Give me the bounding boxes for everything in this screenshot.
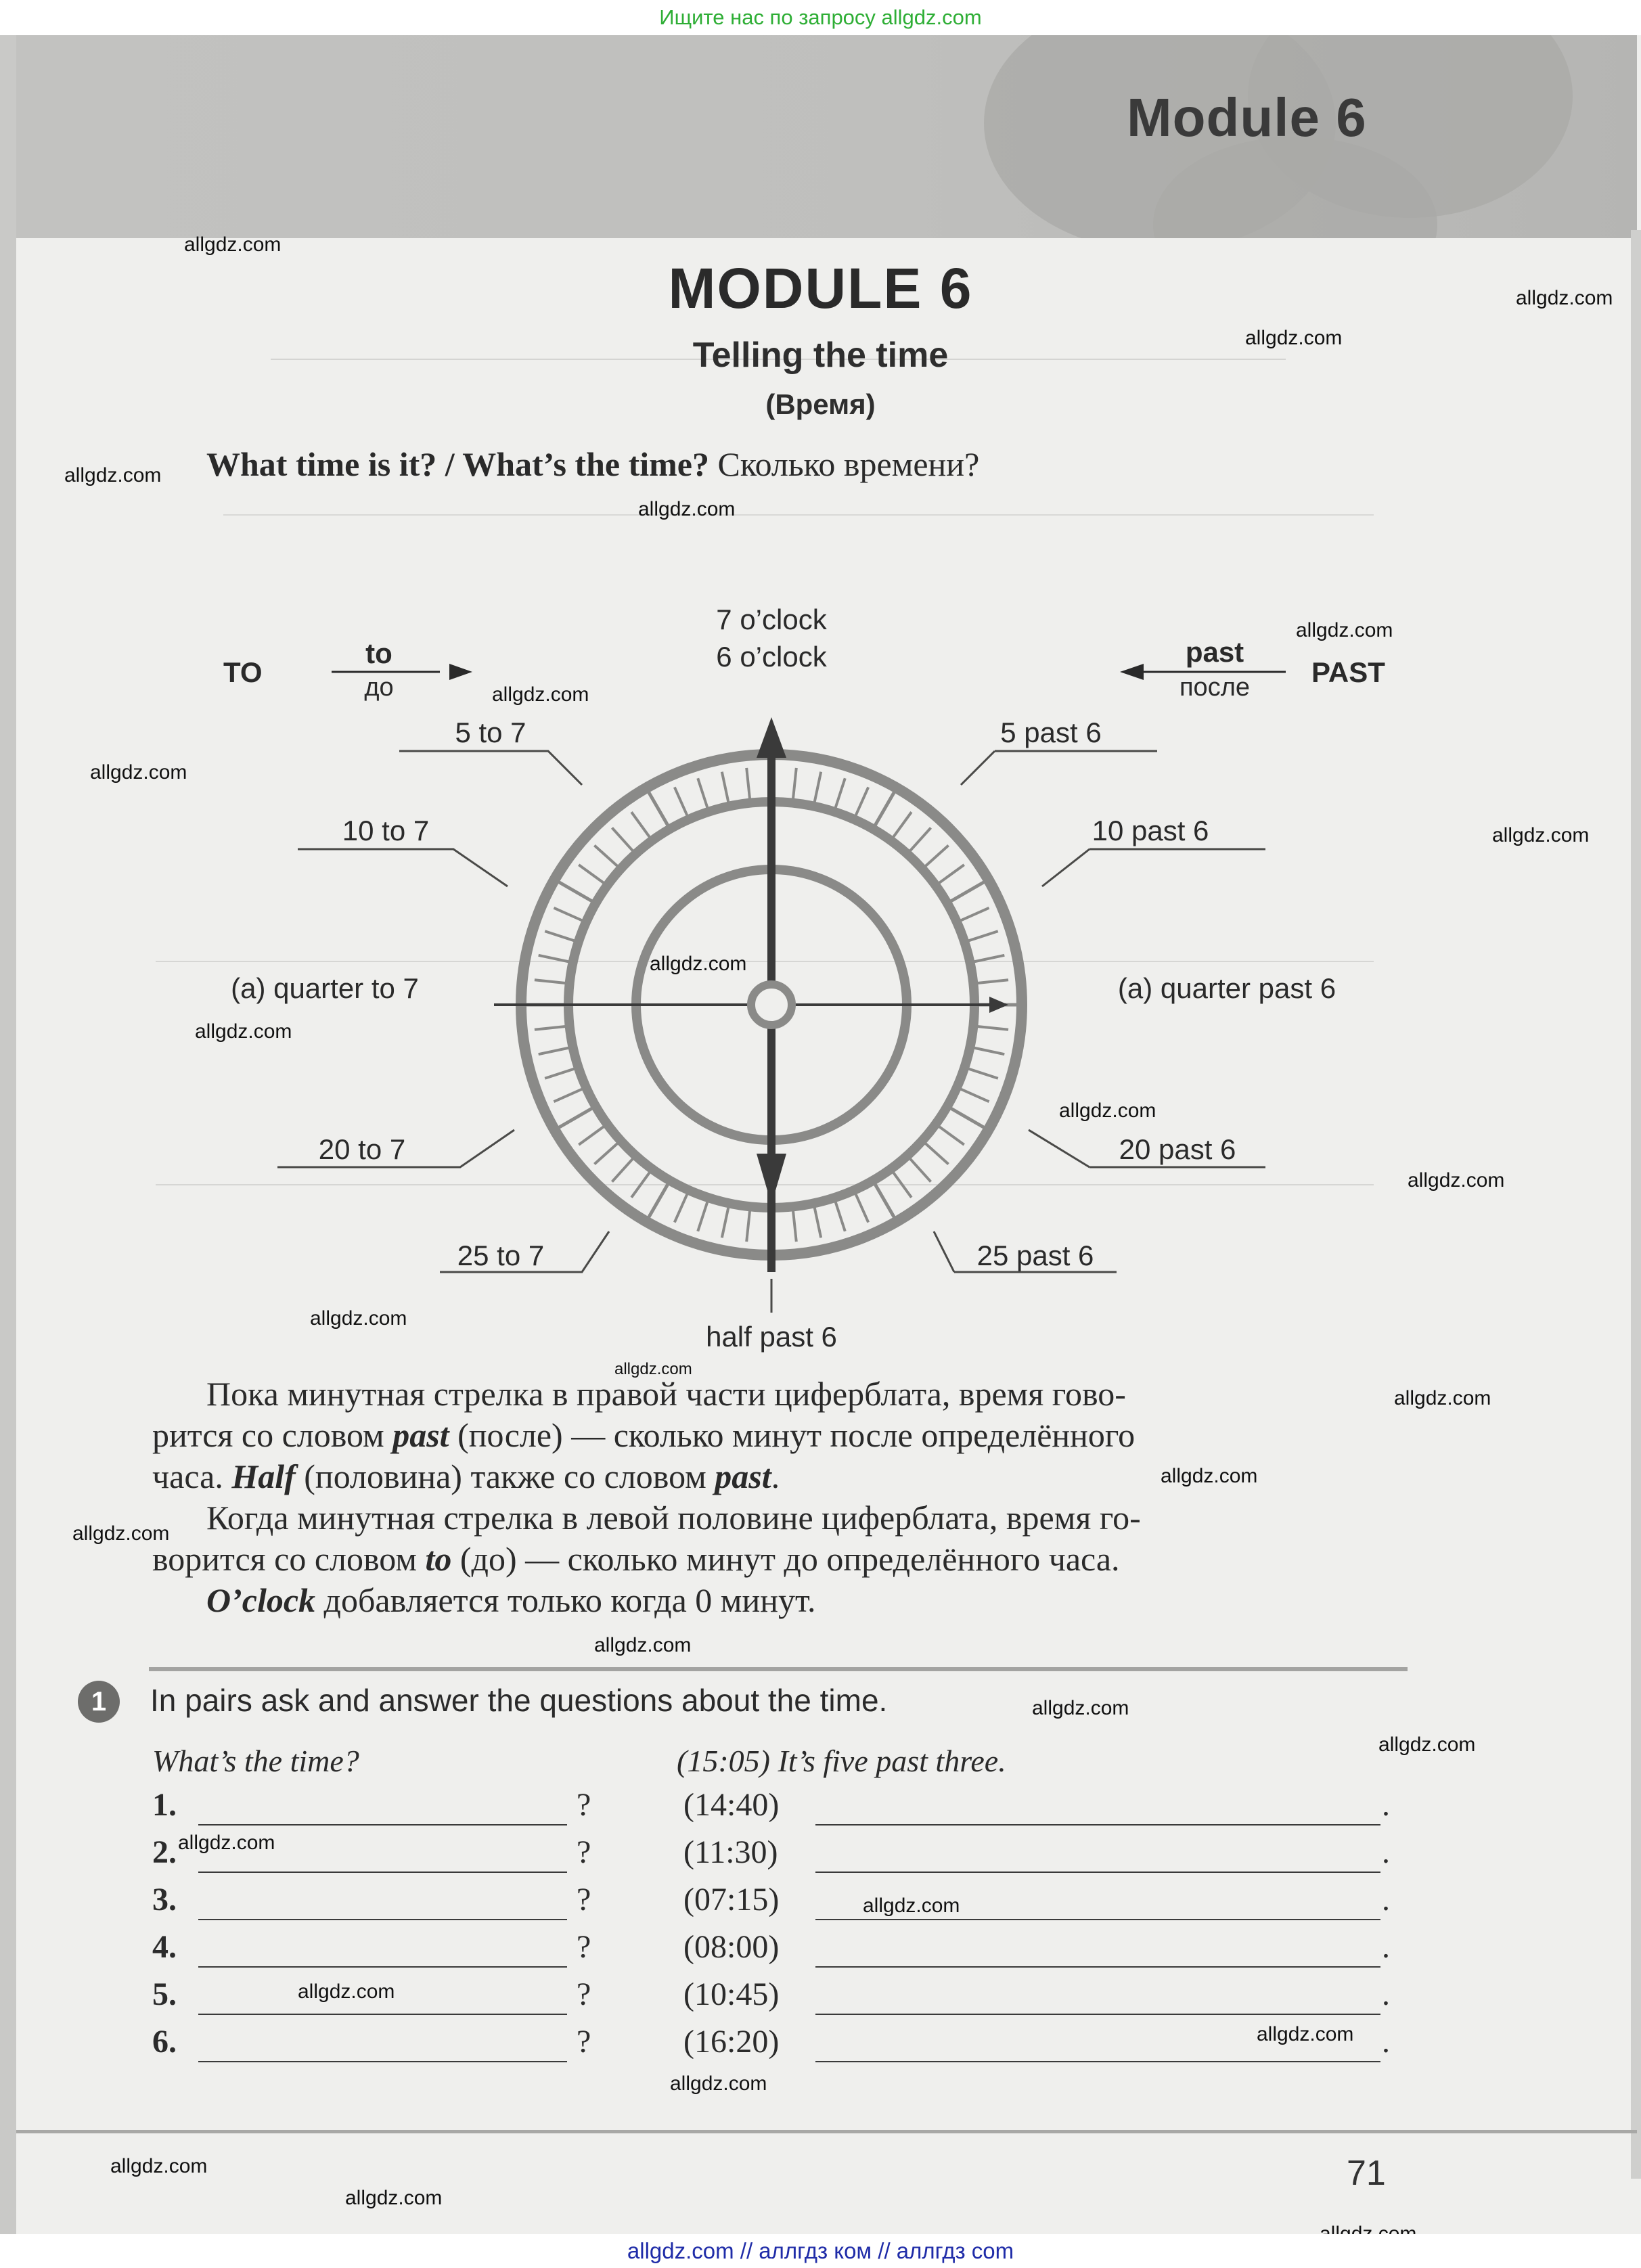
rule-to-line-2 [152,1539,1397,1580]
label-leader-line [298,849,508,886]
watermark: allgdz.com [90,761,187,784]
label-5-past-6: 5 past 6 [1000,717,1102,748]
question-mark: ? [577,1882,591,1918]
watermark: allgdz.com [178,1832,275,1854]
clock-tick [612,827,635,854]
watermark: allgdz.com [650,953,747,975]
clock-tick [554,908,586,922]
question-answer-blank[interactable] [198,2014,567,2015]
rule-keyword-past: past [715,1457,771,1495]
clock-tick [936,865,964,886]
watermark: allgdz.com [184,233,282,256]
module-tab-label: Module 6 [1127,87,1367,148]
clock-tick [947,1106,989,1131]
exercise-item [0,2023,1641,2070]
rule-text: Пока минутная стрелка в правой части циферблата, время гово- [206,1375,1126,1413]
clock-tick [594,845,621,869]
page-number: 71 [1347,2154,1386,2193]
item-time: (14:40) [683,1787,780,1823]
item-period: . [1382,1787,1390,1823]
clock-tick [746,768,750,803]
clock-tick [698,1198,709,1231]
rule-text: часа. [152,1457,232,1495]
clock-tick [554,1087,586,1102]
label-leader-line [399,751,582,785]
clock-tick [813,772,821,807]
clock-tick [646,787,670,829]
clock-tick [922,1141,949,1164]
label-leader-line [1042,849,1089,886]
answer-blank[interactable] [815,1919,1380,1920]
past-arrow-icon [1120,664,1144,680]
watermark: allgdz.com [1378,1733,1476,1756]
clock-tick [973,1026,1008,1029]
exercise-item [0,1786,1641,1834]
section-subtitle: Telling the time [692,336,949,375]
rule-keyword-oclock: O’clock [206,1581,316,1619]
minute-hand-arrow-down-icon [757,1154,786,1204]
watermark: allgdz.com [310,1307,407,1330]
clock-tick [891,812,912,840]
watermark: allgdz.com [1032,1697,1129,1719]
top-search-hint[interactable]: Ищите нас по запросу allgdz.com [0,0,1641,35]
clock-tick [746,1206,750,1242]
item-number: 4. [152,1929,177,1965]
clock-tick [698,778,709,811]
clock-tick [792,1206,796,1242]
key-question-en: What time is it? / What’s the time? [206,445,709,483]
exercise-number-badge: 1 [78,1681,120,1723]
item-time: (16:20) [683,2024,780,2060]
watermark: allgdz.com [298,1980,395,2003]
example-answer: (15:05) It’s five past three. [677,1744,1006,1778]
answer-blank[interactable] [815,1966,1380,1968]
clock-tick [854,1190,868,1223]
question-answer-blank[interactable] [198,2061,567,2062]
watermark: allgdz.com [195,1020,292,1043]
watermark: allgdz.com [492,683,589,706]
label-20-past-6: 20 past 6 [1119,1133,1236,1165]
clock-tick [554,879,595,903]
past-label: PAST [1311,656,1385,688]
example-question: What’s the time? [152,1744,359,1778]
clock-tick [973,980,1008,983]
rule-oclock-line [152,1580,1397,1621]
item-number: 1. [152,1787,177,1823]
exercise-item [0,1881,1641,1928]
rule-past-line-1 [152,1374,1397,1415]
clock-tick [539,955,573,963]
item-period: . [1382,2024,1390,2060]
question-mark: ? [577,1929,591,1965]
exercise-item [0,1976,1641,2023]
clock-center [751,984,792,1025]
watermark: allgdz.com [1161,1465,1258,1487]
clock-tick [873,1181,897,1223]
question-answer-blank[interactable] [198,1966,567,1968]
exercise-divider [149,1667,1408,1671]
watermark: allgdz.com [1492,824,1590,846]
to-ru: до [364,673,394,702]
watermark: allgdz.com [1394,1387,1491,1409]
item-time: (08:00) [683,1929,780,1965]
answer-blank[interactable] [815,2061,1380,2062]
to-arrow-icon [449,664,472,680]
module-header-band [16,35,1637,238]
clock-tick [957,1087,989,1102]
clock-tick [579,1124,607,1145]
clock-tick [612,1156,635,1182]
item-number: 3. [152,1882,177,1918]
clock-tick [936,1124,964,1145]
clock-tick [722,772,729,807]
item-number: 5. [152,1976,177,2012]
label-leader-line [1029,1130,1089,1167]
past-ru: после [1179,673,1251,702]
answer-blank[interactable] [815,1824,1380,1825]
label-half-past-6: half past 6 [706,1321,837,1353]
item-number: 6. [152,2024,177,2060]
clock-tick [922,845,949,869]
label-7-oclock: 7 o’clock [716,604,827,635]
question-answer-blank[interactable] [198,1872,567,1873]
watermark: allgdz.com [1516,287,1613,309]
watermark: allgdz.com [1408,1169,1505,1192]
clock-tick [675,787,689,819]
item-period: . [1382,1929,1390,1965]
answer-blank[interactable] [815,1872,1380,1873]
clock-tick [631,812,652,840]
clock-tick [535,980,570,983]
clock-tick [675,1190,689,1223]
question-answer-blank[interactable] [198,1919,567,1920]
question-mark: ? [577,1787,591,1823]
answer-blank[interactable] [815,2014,1380,2015]
to-word: to [365,637,392,669]
watermark: allgdz.com [110,2155,208,2177]
exercise-instruction: In pairs ask and answer the questions about the time. [150,1683,888,1718]
label-20-to-7: 20 to 7 [318,1133,406,1165]
clock-tick [970,1047,1004,1054]
exercise-item [0,1928,1641,1976]
item-period: . [1382,1834,1390,1870]
clock-tick [554,1106,595,1131]
clock-tick [964,1068,997,1079]
clock-tick [957,908,989,922]
rule-text: . [771,1457,780,1495]
item-period: . [1382,1882,1390,1918]
watermark: allgdz.com [1296,619,1393,641]
watermark: allgdz.com [72,1522,170,1545]
rule-text: (половина) также со словом [295,1457,715,1495]
rule-text: рится со словом [152,1416,393,1454]
clock-tick [907,827,931,854]
question-answer-blank[interactable] [198,1824,567,1825]
clock-tick [545,931,578,942]
clock-tick [834,1198,845,1231]
rule-past-line-2 [152,1415,1397,1456]
minute-hand-arrow-up-icon [757,717,786,758]
label-quarter-to-7: (a) quarter to 7 [231,972,419,1004]
clock-tick [834,778,845,811]
label-10-past-6: 10 past 6 [1092,815,1209,846]
quarter-past-arrow-icon [989,997,1008,1013]
rule-text: добавляется только когда 0 минут. [315,1581,816,1619]
rule-keyword-half: Half [231,1457,296,1495]
question-mark: ? [577,1834,591,1870]
label-25-to-7: 25 to 7 [457,1240,545,1271]
watermark: allgdz.com [614,1360,692,1378]
clock-tick [722,1203,729,1238]
clock-tick [854,787,868,819]
section-subtitle-translation: (Время) [765,388,876,420]
clock-tick [792,768,796,803]
clock-tick [907,1156,931,1182]
watermark: allgdz.com [594,1634,692,1656]
rule-keyword-to: to [425,1540,452,1578]
footer-site-links[interactable]: allgdz.com // аллгдз ком // аллгдз com [0,2234,1641,2268]
label-5-to-7: 5 to 7 [455,717,526,748]
rule-to-line-1 [152,1497,1397,1539]
label-leader-line [934,1231,954,1272]
watermark: allgdz.com [863,1895,960,1917]
to-label: TO [223,656,263,688]
watermark: allgdz.com [64,464,162,486]
watermark: allgdz.com [345,2187,443,2209]
footer-rule [16,2130,1637,2133]
clock-tick [631,1169,652,1198]
clock-tick [594,1141,621,1164]
key-question-ru: Сколько времени? [717,445,980,483]
page-title: MODULE 6 [668,256,973,320]
clock-tick [873,787,897,829]
clock-tick [579,865,607,886]
clock-tick [891,1169,912,1198]
clock-diagram [169,595,1455,1360]
rule-text: (после) — сколько минут после определённого [449,1416,1136,1454]
item-time: (07:15) [683,1882,780,1918]
watermark: allgdz.com [670,2072,767,2095]
key-question [206,445,979,484]
item-time: (11:30) [683,1834,778,1870]
clock-tick [535,1026,570,1029]
label-10-to-7: 10 to 7 [342,815,430,846]
item-period: . [1382,1976,1390,2012]
question-mark: ? [577,2024,591,2060]
label-25-past-6: 25 past 6 [976,1240,1094,1271]
clock-tick [813,1203,821,1238]
rule-text: Когда минутная стрелка в левой половине циферблата, время го- [206,1499,1141,1537]
rule-text: ворится со словом [152,1540,426,1578]
item-number: 2. [152,1834,177,1870]
rule-text: (до) — сколько минут до определённого часа. [451,1540,1120,1578]
clock-tick [947,879,989,903]
watermark: allgdz.com [1245,327,1343,349]
past-word: past [1185,636,1244,668]
label-quarter-past-6: (a) quarter past 6 [1117,972,1336,1004]
watermark: allgdz.com [638,498,736,520]
question-mark: ? [577,1976,591,2012]
clock-tick [646,1181,670,1223]
rule-keyword-past: past [392,1416,449,1454]
item-time: (10:45) [683,1976,780,2012]
label-leader-line [961,751,995,785]
watermark: allgdz.com [1257,2023,1354,2045]
watermark: allgdz.com [1059,1099,1156,1122]
clock-tick [545,1068,578,1079]
label-6-oclock: 6 o’clock [716,641,827,673]
clock-tick [539,1047,573,1054]
clock-tick [970,955,1004,963]
clock-tick [964,931,997,942]
